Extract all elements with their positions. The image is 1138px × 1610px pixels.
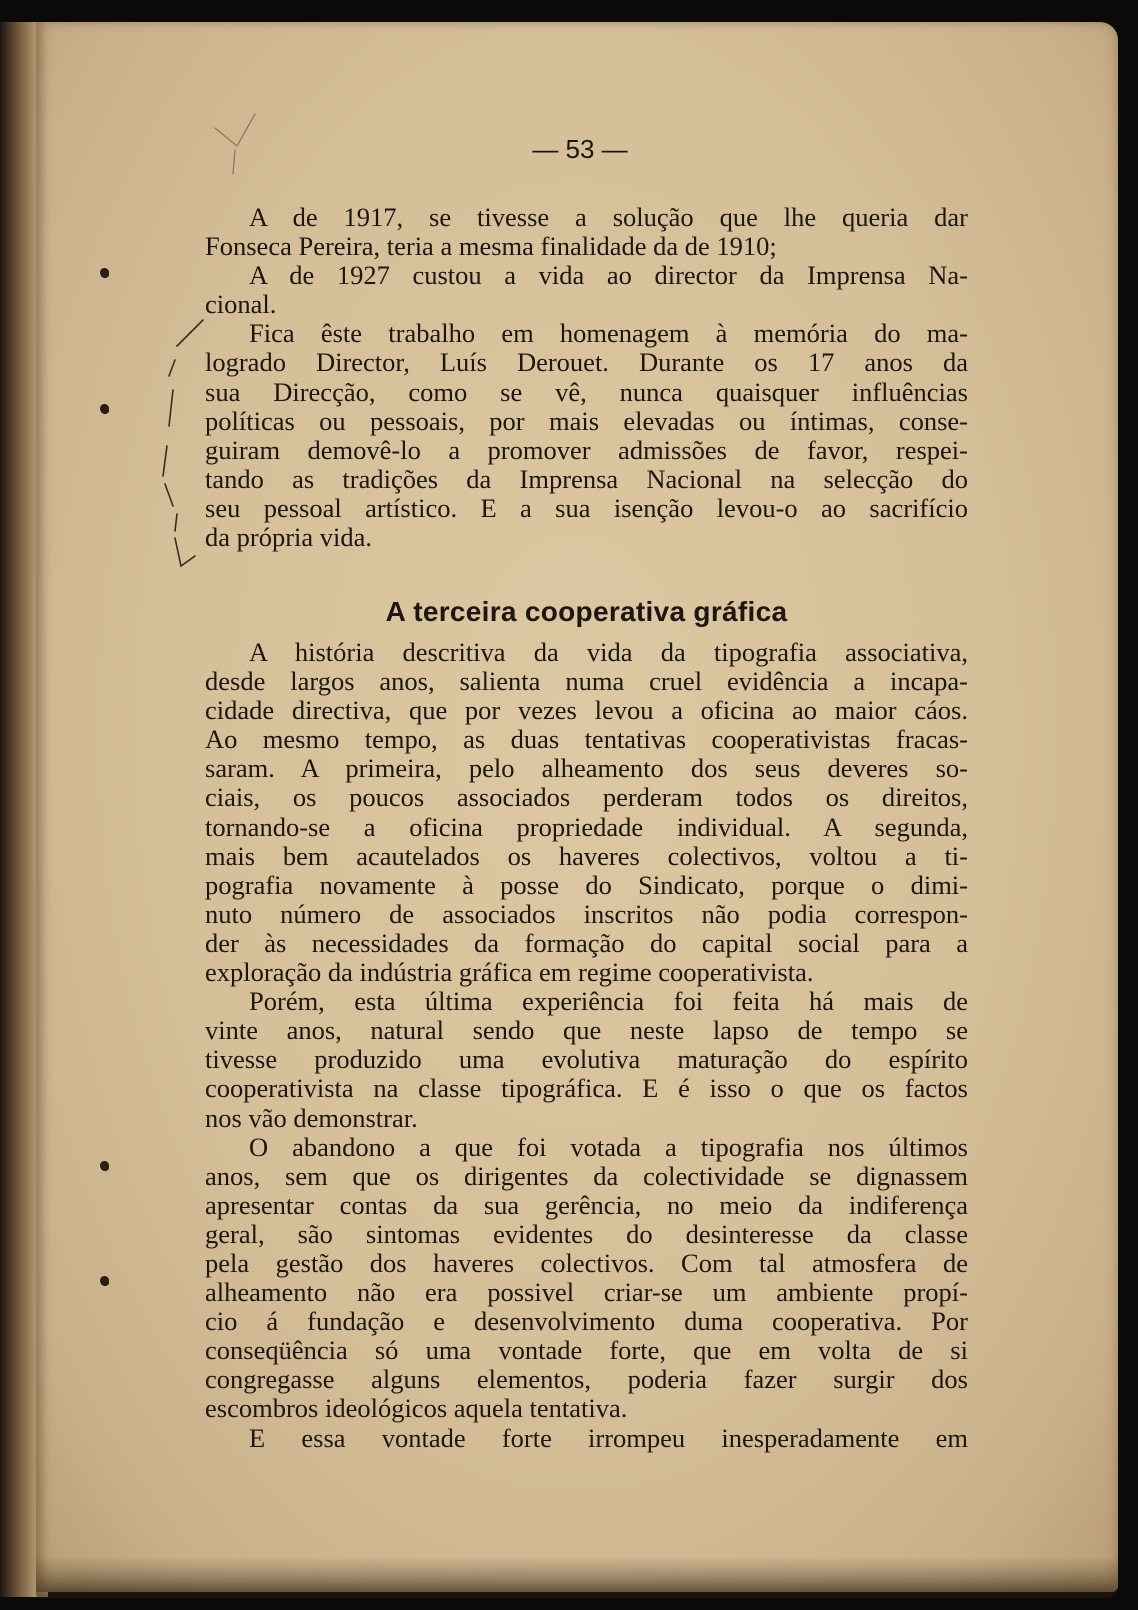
- text-line: anos, sem que os dirigentes da colectividade se dignassem: [205, 1161, 968, 1191]
- text-line: saram. A primeira, pelo alheamento dos seus deveres so-: [205, 754, 968, 784]
- text-line: tivesse produzido uma evolutiva maturação do espírito: [205, 1045, 968, 1075]
- text-line: congregasse alguns elementos, poderia fazer surgir dos: [205, 1365, 968, 1395]
- text-line: ciais, os poucos associados perderam todos os direitos,: [205, 783, 968, 813]
- text-line: logrado Director, Luís Derouet. Durante os 17 anos da: [205, 348, 968, 378]
- text-line: alheamento não era possivel criar-se um ambiente propí-: [205, 1278, 968, 1308]
- text-line: escombros ideológicos aquela tentativa.: [205, 1394, 628, 1424]
- text-line: da própria vida.: [205, 523, 373, 553]
- text-line: vinte anos, natural sendo que neste lapso de tempo se: [205, 1016, 968, 1046]
- text-line: guiram demovê-lo a promover admissões de favor, respei-: [205, 435, 968, 465]
- text-line: O abandono a que foi votada a tipografia nos últimos: [249, 1132, 968, 1162]
- paragraph: [205, 261, 968, 319]
- page-number: — 53 —: [532, 134, 628, 164]
- paragraph: [205, 319, 968, 552]
- text-line: cidade directiva, que por vezes levou a oficina ao maior cáos.: [205, 696, 968, 726]
- text-line: Fonseca Pereira, teria a mesma finalidade da de 1910;: [205, 232, 777, 262]
- margin-mark: [100, 1276, 109, 1286]
- text-line: A história descritiva da vida da tipografia associativa,: [249, 638, 968, 667]
- margin-mark: [100, 1161, 109, 1171]
- paragraph: [205, 1424, 968, 1453]
- margin-mark: [100, 268, 109, 278]
- text-line: mais bem acautelados os haveres colectivos, voltou a ti-: [205, 841, 968, 871]
- text-line: A de 1927 custou a vida ao director da Imprensa Na-: [249, 261, 968, 291]
- text-line: pela gestão dos haveres colectivos. Com tal atmosfera de: [205, 1248, 968, 1278]
- margin-mark: [100, 404, 109, 414]
- paragraph: [205, 1133, 968, 1424]
- text-line: cooperativista na classe tipográfica. E é isso o que os factos: [205, 1074, 968, 1104]
- text-line: pografia novamente à posse do Sindicato, porque o dimi-: [205, 870, 968, 900]
- text-line: Porém, esta última experiência foi feita há mais de: [249, 987, 968, 1017]
- section-heading: A terceira cooperativa gráfica: [385, 596, 788, 627]
- text-line: E essa vontade forte irrompeu inesperadamente em: [249, 1423, 968, 1453]
- pencil-tick-mark: [205, 108, 265, 178]
- text-line: desde largos anos, salienta numa cruel evidência a incapa-: [205, 667, 968, 697]
- body-text-top: [205, 203, 968, 552]
- paragraph: [205, 638, 968, 987]
- text-line: Fica êste trabalho em homenagem à memória do ma-: [249, 319, 968, 349]
- text-line: geral, são sintomas evidentes do desinteresse da classe: [205, 1219, 968, 1249]
- text-line: cio á fundação e desenvolvimento duma cooperativa. Por: [205, 1307, 968, 1337]
- text-line: apresentar contas da sua gerência, no meio da indiferença: [205, 1190, 968, 1220]
- text-line: sua Direcção, como se vê, nunca quaisquer influências: [205, 377, 968, 407]
- paragraph: [205, 987, 968, 1132]
- text-line: A de 1917, se tivesse a solução que lhe queria dar: [249, 203, 968, 232]
- text-line: nuto número de associados inscritos não podia correspon-: [205, 899, 968, 929]
- text-line: exploração da indústria gráfica em regime cooperativista.: [205, 958, 814, 988]
- text-line: seu pessoal artístico. E a sua isenção levou-o ao sacrifício: [205, 493, 968, 523]
- text-line: políticas ou pessoais, por mais elevadas ou íntimas, conse-: [205, 406, 968, 436]
- text-line: nos vão demonstrar.: [205, 1103, 418, 1133]
- text-line: der às necessidades da formação do capital social para a: [205, 928, 968, 958]
- text-line: tornando-se a oficina propriedade individual. A segunda,: [205, 812, 968, 842]
- text-line: cional.: [205, 290, 277, 320]
- paragraph: [205, 203, 968, 261]
- text-line: tando as tradições da Imprensa Nacional na selecção do: [205, 464, 968, 494]
- page-bottom-shadow: [36, 1556, 1118, 1598]
- text-line: Ao mesmo tempo, as duas tentativas cooperativistas fracas-: [205, 725, 968, 755]
- text-line: conseqüência só uma vontade forte, que em volta de si: [205, 1336, 968, 1366]
- body-text-bottom: [205, 638, 968, 1453]
